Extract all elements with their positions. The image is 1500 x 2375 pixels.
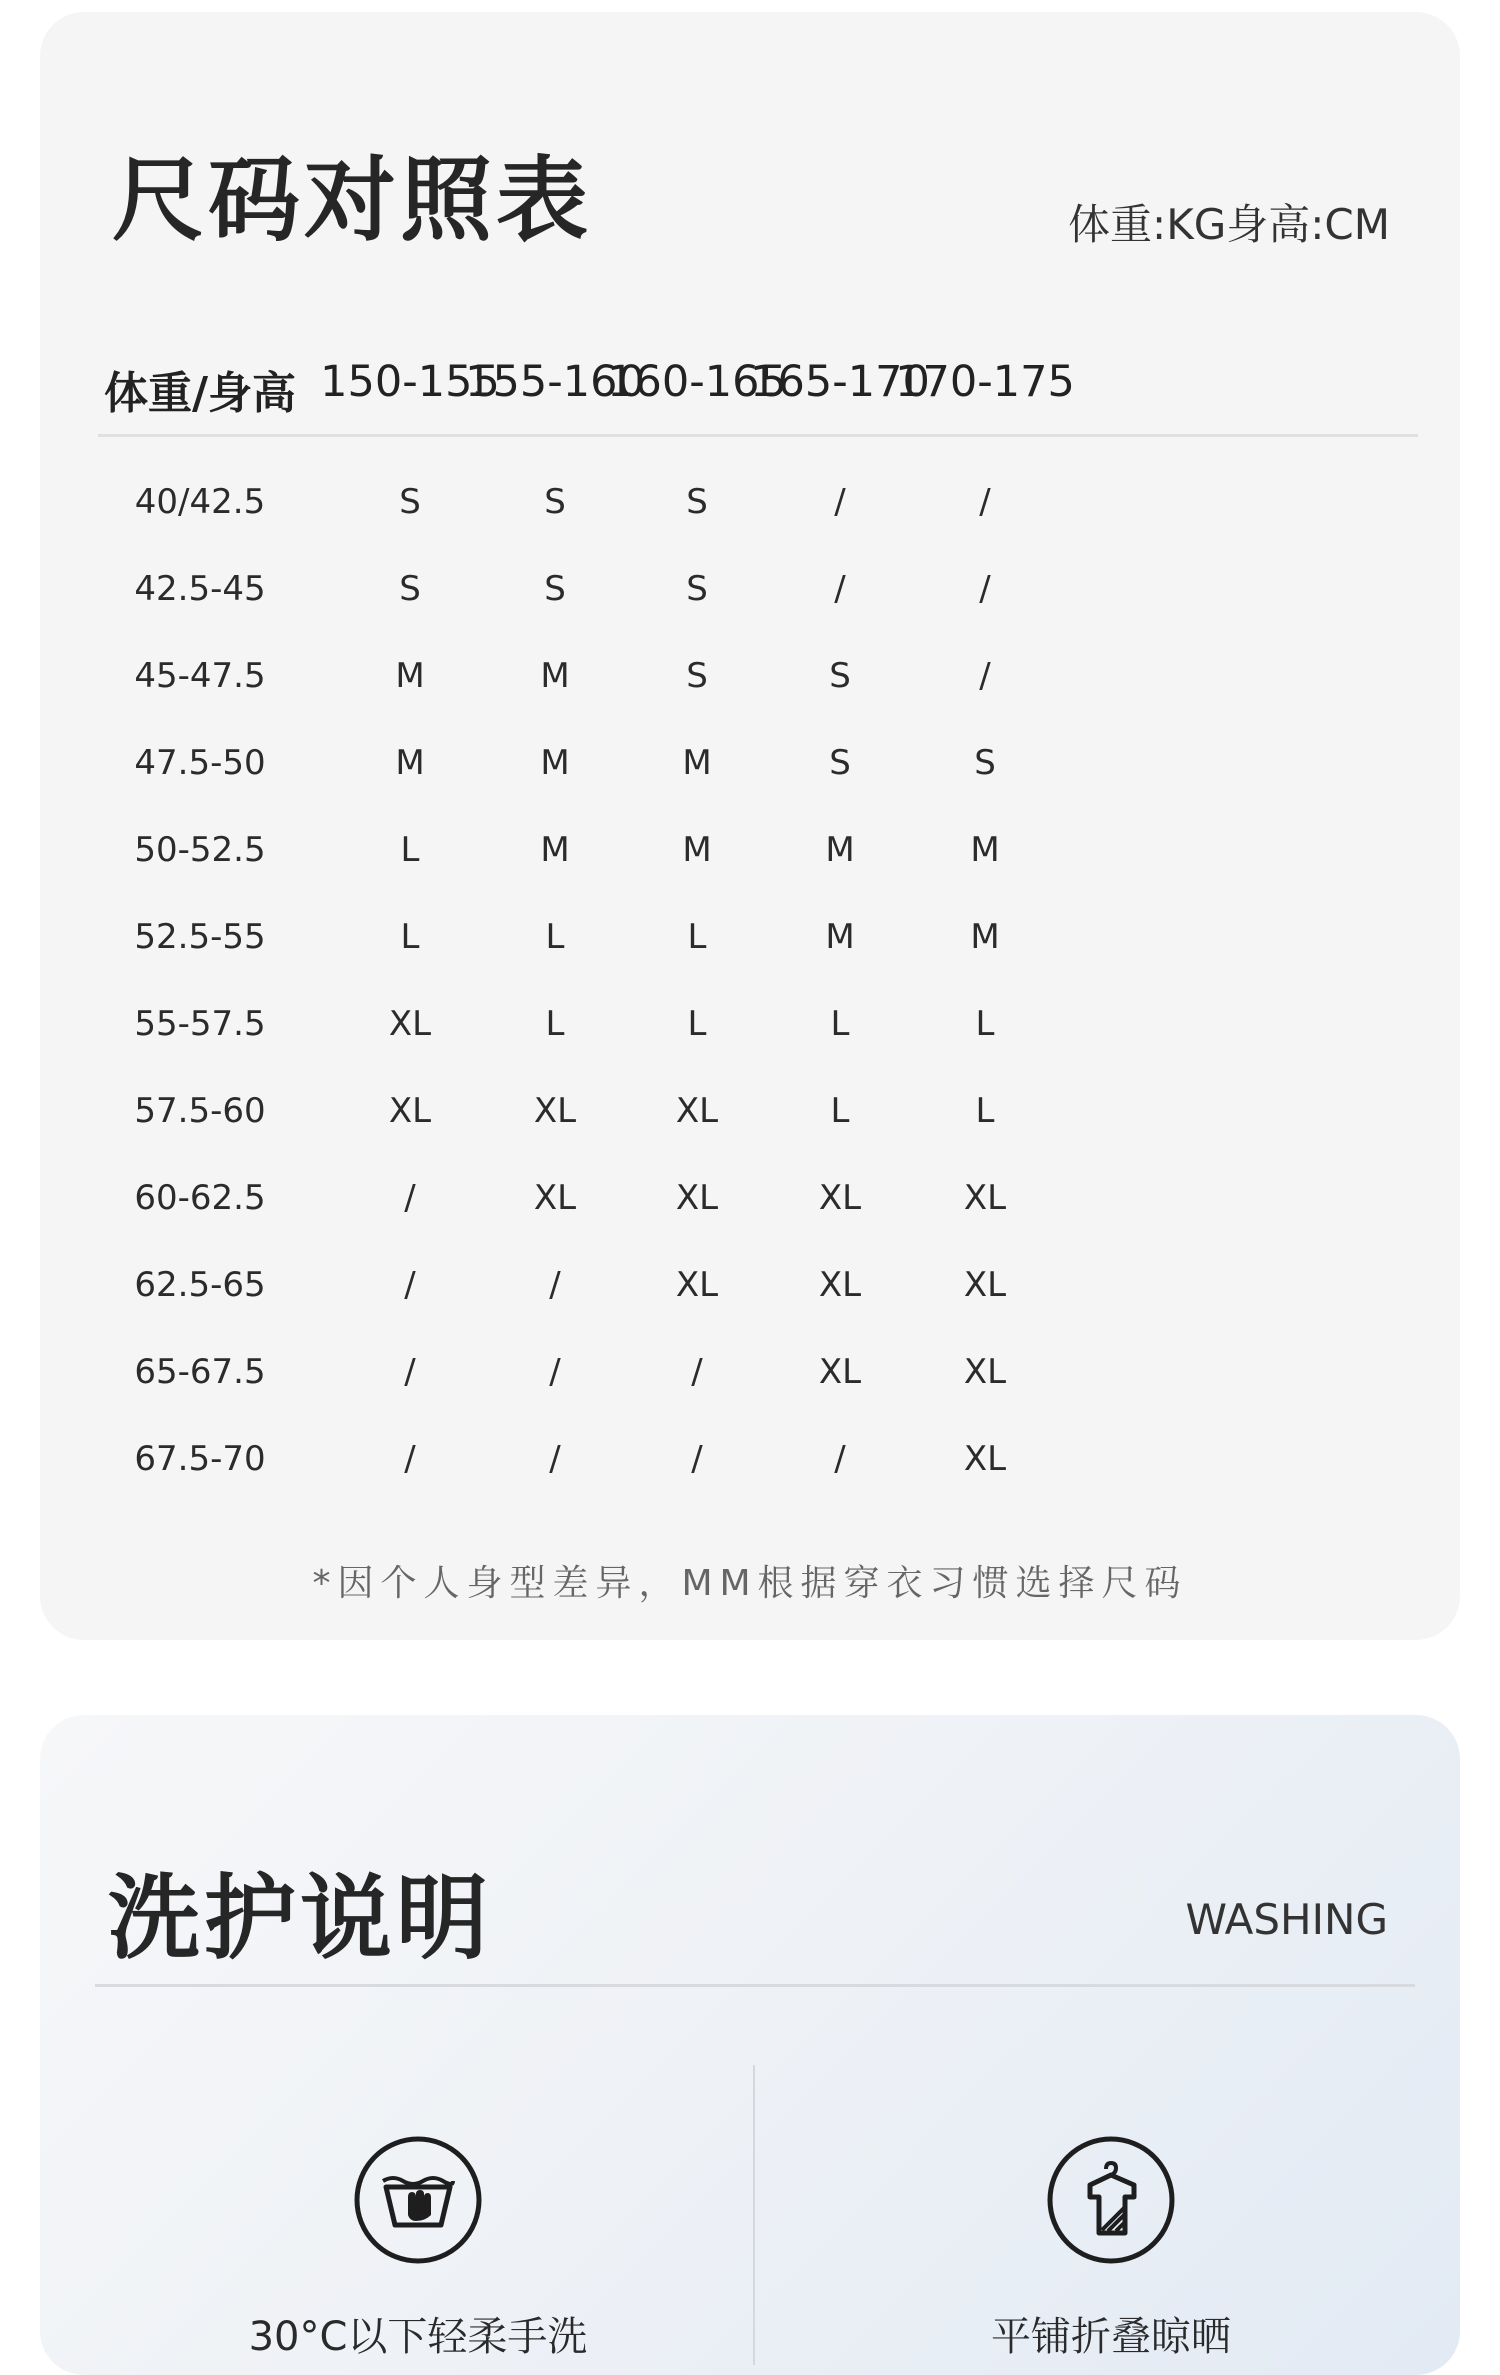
washing-column-divider xyxy=(753,2065,755,2365)
size-cell: S xyxy=(399,482,421,522)
size-cell: XL xyxy=(675,1091,719,1131)
column-header: 155-160 xyxy=(465,357,645,407)
size-cell: L xyxy=(400,830,420,870)
table-row xyxy=(100,830,1420,917)
size-cell: / xyxy=(691,1352,703,1392)
size-cell: XL xyxy=(533,1091,577,1131)
size-chart-card xyxy=(40,12,1460,1640)
washing-title: 洗护说明 xyxy=(108,1865,493,1972)
size-cell: XL xyxy=(818,1265,862,1305)
size-cell: / xyxy=(834,569,846,609)
size-chart-note: *因个人身型差异，MM根据穿衣习惯选择尺码 xyxy=(312,1563,1188,1604)
weight-cell: 50-52.5 xyxy=(134,830,266,870)
table-row xyxy=(100,656,1420,743)
size-cell: / xyxy=(404,1352,416,1392)
weight-cell: 40/42.5 xyxy=(134,482,266,522)
column-header: 160-165 xyxy=(607,357,787,407)
table-row xyxy=(100,917,1420,1004)
table-row xyxy=(100,1439,1420,1526)
size-cell: M xyxy=(395,656,425,696)
weight-cell: 57.5-60 xyxy=(134,1091,266,1131)
size-cell: L xyxy=(687,917,707,957)
size-cell: L xyxy=(975,1091,995,1131)
size-cell: XL xyxy=(675,1178,719,1218)
size-cell: XL xyxy=(388,1091,432,1131)
size-cell: S xyxy=(974,743,996,783)
washing-card xyxy=(40,1715,1460,2375)
size-cell: XL xyxy=(818,1178,862,1218)
size-cell: XL xyxy=(963,1352,1007,1392)
table-row xyxy=(100,1265,1420,1352)
size-cell: L xyxy=(830,1091,850,1131)
weight-cell: 62.5-65 xyxy=(134,1265,266,1305)
column-header: 170-175 xyxy=(895,357,1075,407)
size-cell: M xyxy=(540,830,570,870)
weight-cell: 67.5-70 xyxy=(134,1439,266,1479)
size-chart-title: 尺码对照表 xyxy=(112,147,593,254)
weight-cell: 55-57.5 xyxy=(134,1004,266,1044)
weight-cell: 65-67.5 xyxy=(134,1352,266,1392)
washing-subtitle: WASHING xyxy=(1185,1895,1388,1944)
size-cell: / xyxy=(979,656,991,696)
hand-wash-icon xyxy=(353,2135,483,2265)
column-header: 150-155 xyxy=(320,357,500,407)
size-cell: XL xyxy=(388,1004,432,1044)
size-cell: M xyxy=(540,743,570,783)
size-cell: XL xyxy=(818,1352,862,1392)
table-row xyxy=(100,1091,1420,1178)
size-cell: L xyxy=(687,1004,707,1044)
washing-divider xyxy=(95,1984,1415,1987)
size-cell: / xyxy=(549,1352,561,1392)
size-cell: XL xyxy=(963,1439,1007,1479)
size-cell: / xyxy=(549,1439,561,1479)
washing-item-label: 平铺折叠晾晒 xyxy=(991,2314,1231,2360)
weight-cell: 52.5-55 xyxy=(134,917,266,957)
table-row xyxy=(100,1004,1420,1091)
size-cell: XL xyxy=(963,1265,1007,1305)
hang-dry-icon xyxy=(1046,2135,1176,2265)
table-row xyxy=(100,743,1420,830)
weight-cell: 42.5-45 xyxy=(134,569,266,609)
size-cell: L xyxy=(830,1004,850,1044)
size-cell: L xyxy=(545,917,565,957)
size-cell: M xyxy=(825,917,855,957)
header-divider xyxy=(98,434,1418,437)
size-cell: M xyxy=(825,830,855,870)
size-cell: L xyxy=(400,917,420,957)
size-cell: M xyxy=(682,743,712,783)
size-cell: S xyxy=(686,569,708,609)
table-corner-label: 体重/身高 xyxy=(103,368,297,419)
size-cell: M xyxy=(970,917,1000,957)
size-cell: XL xyxy=(533,1178,577,1218)
size-cell: / xyxy=(979,482,991,522)
table-row xyxy=(100,482,1420,569)
table-row xyxy=(100,1178,1420,1265)
table-row xyxy=(100,1352,1420,1439)
washing-item-label: 30°C以下轻柔手洗 xyxy=(248,2314,588,2360)
size-cell: / xyxy=(404,1178,416,1218)
weight-cell: 60-62.5 xyxy=(134,1178,266,1218)
size-cell: S xyxy=(829,743,851,783)
size-cell: M xyxy=(540,656,570,696)
size-cell: / xyxy=(834,1439,846,1479)
size-cell: / xyxy=(549,1265,561,1305)
size-cell: S xyxy=(399,569,421,609)
column-header: 165-170 xyxy=(750,357,930,407)
size-cell: / xyxy=(979,569,991,609)
size-cell: L xyxy=(545,1004,565,1044)
size-chart-units: 体重:KG身高:CM xyxy=(1068,200,1390,249)
size-cell: M xyxy=(970,830,1000,870)
size-cell: M xyxy=(395,743,425,783)
size-cell: / xyxy=(691,1439,703,1479)
size-cell: / xyxy=(404,1265,416,1305)
table-row xyxy=(100,569,1420,656)
size-cell: S xyxy=(686,656,708,696)
size-cell: S xyxy=(686,482,708,522)
size-cell: / xyxy=(404,1439,416,1479)
size-table-header xyxy=(100,357,1420,427)
weight-cell: 47.5-50 xyxy=(134,743,266,783)
size-cell: / xyxy=(834,482,846,522)
size-cell: XL xyxy=(963,1178,1007,1218)
size-cell: L xyxy=(975,1004,995,1044)
size-cell: S xyxy=(829,656,851,696)
size-cell: XL xyxy=(675,1265,719,1305)
size-cell: S xyxy=(544,569,566,609)
size-cell: S xyxy=(544,482,566,522)
weight-cell: 45-47.5 xyxy=(134,656,266,696)
size-cell: M xyxy=(682,830,712,870)
